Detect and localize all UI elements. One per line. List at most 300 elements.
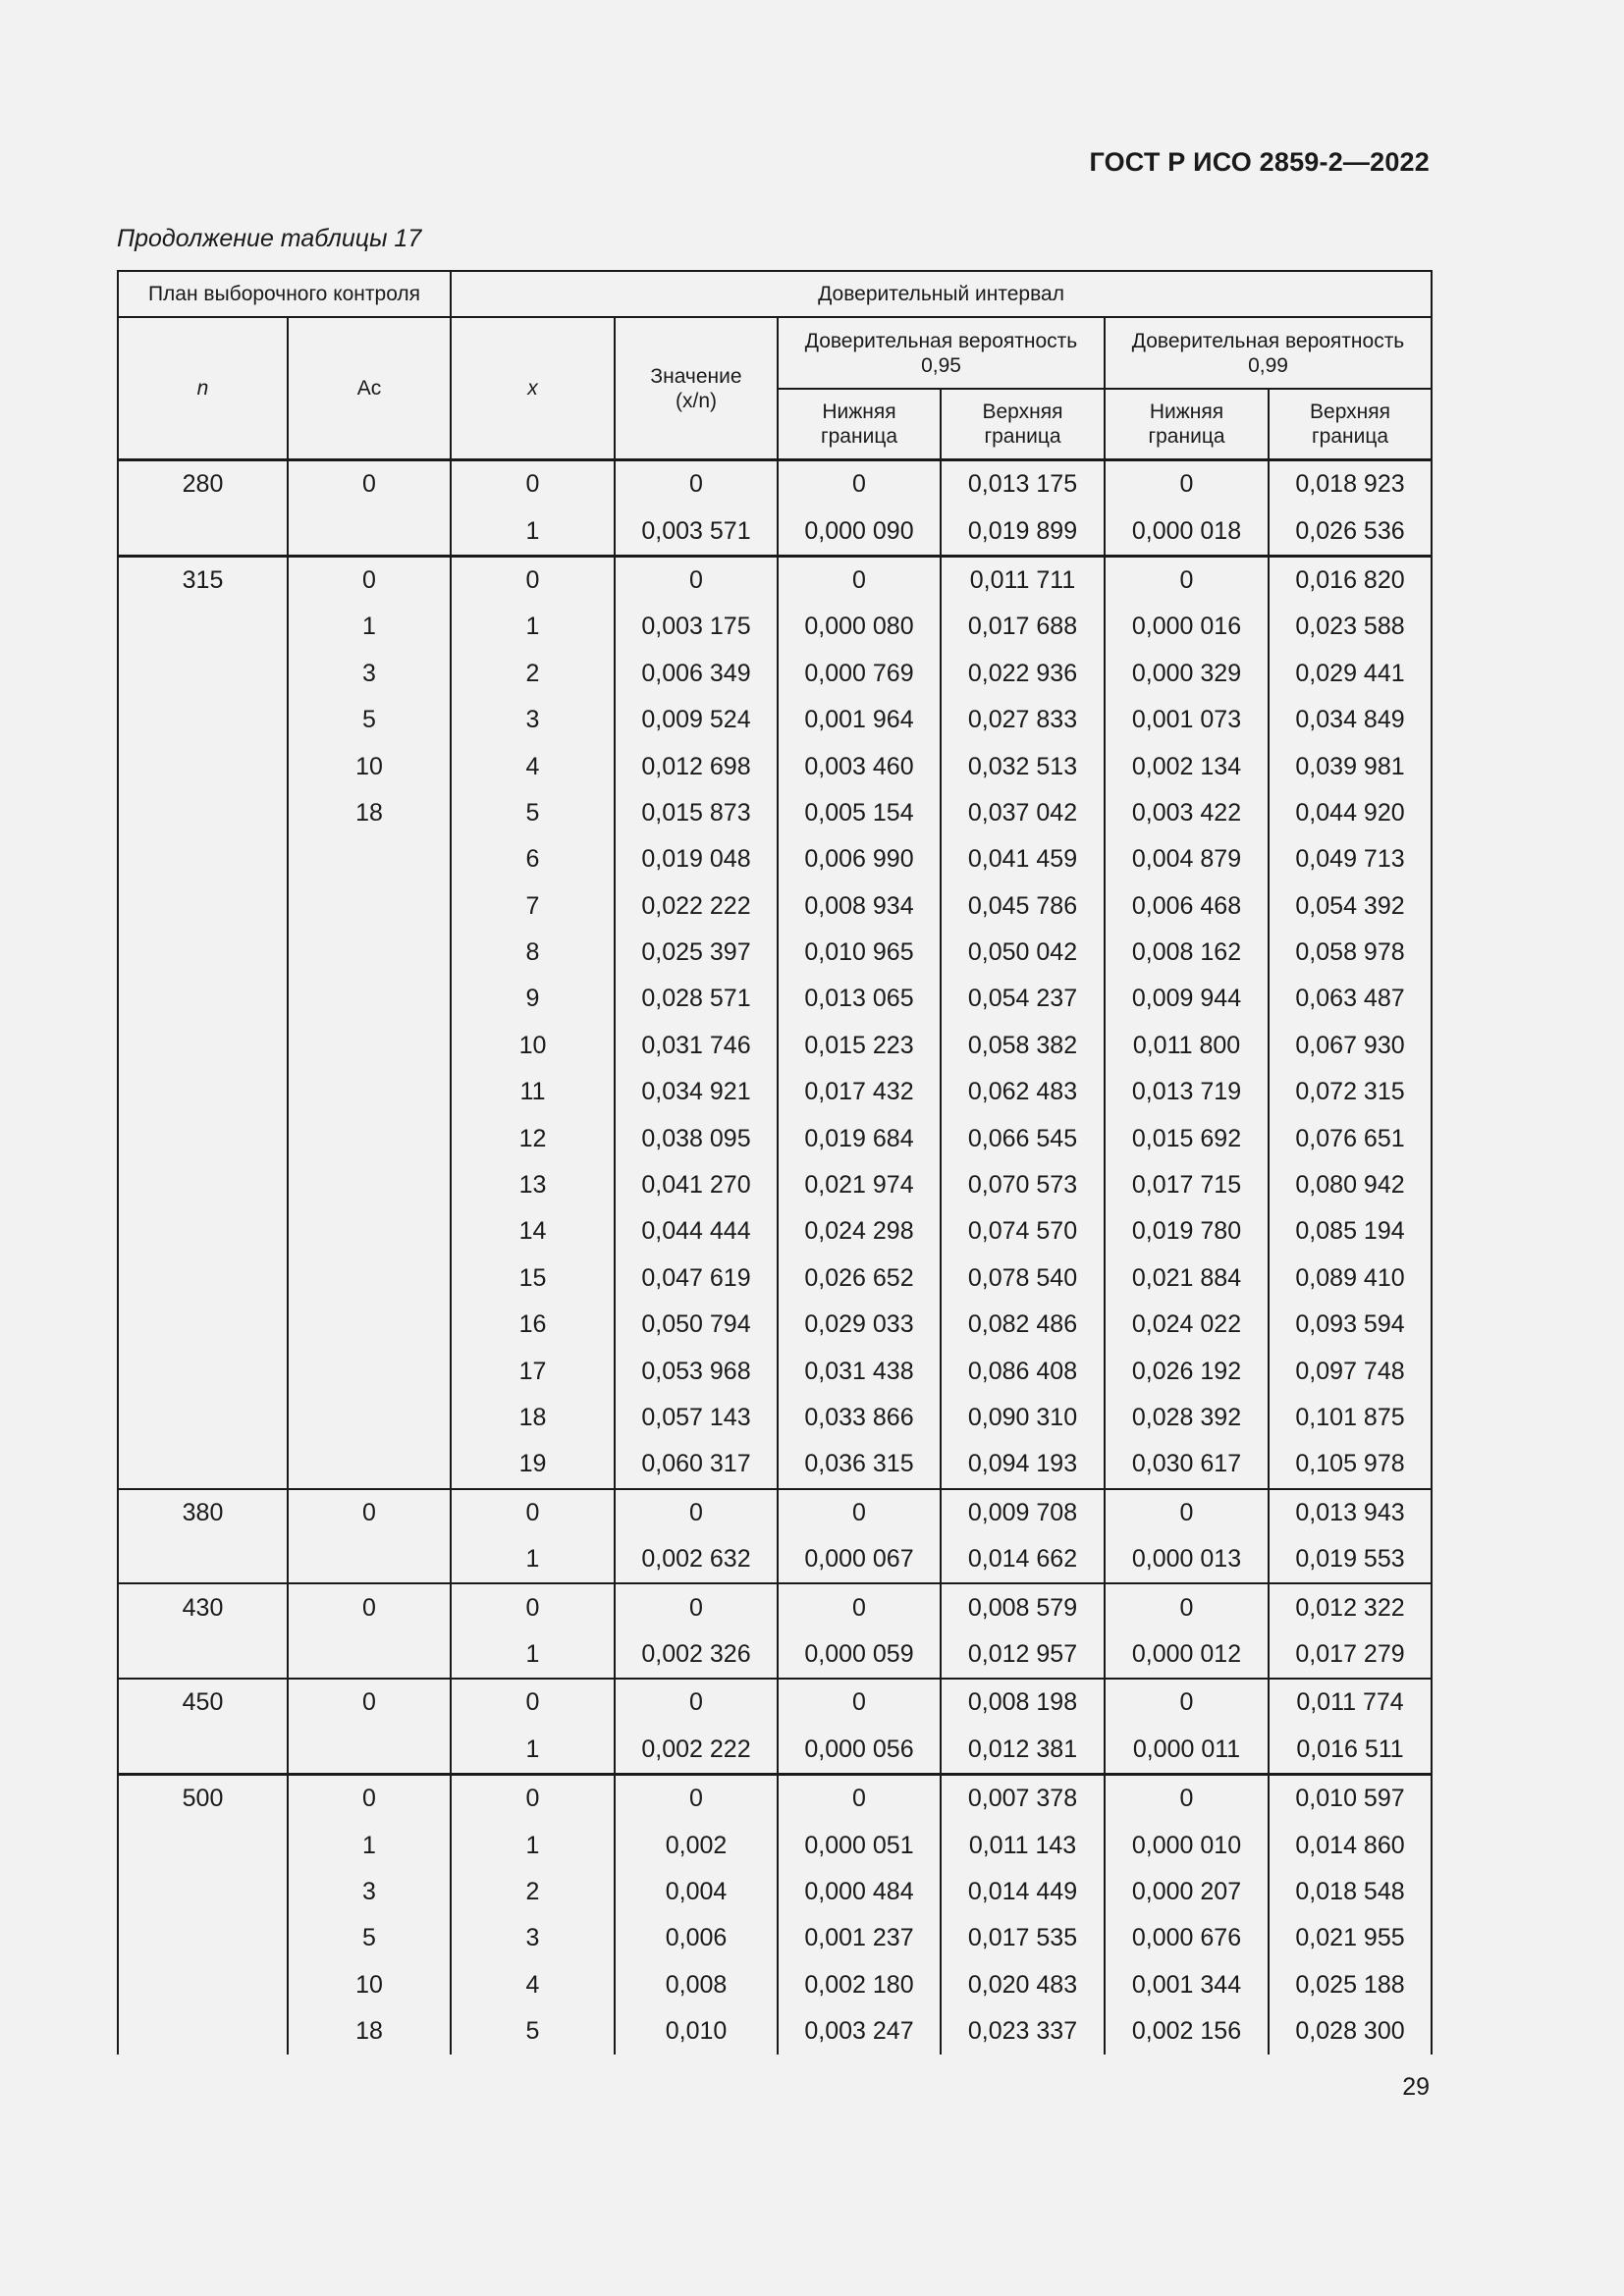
cell-value: 0 <box>615 556 778 604</box>
cell-n <box>118 1023 288 1069</box>
cell-value: 0,008 <box>615 1962 778 2008</box>
cell-x: 13 <box>451 1162 615 1208</box>
cell-n <box>118 1302 288 1348</box>
cell-lower-095: 0,001 237 <box>778 1915 941 1961</box>
cell-x: 14 <box>451 1208 615 1255</box>
cell-upper-095: 0,058 382 <box>941 1023 1105 1069</box>
cell-upper-095: 0,062 483 <box>941 1069 1105 1115</box>
cell-lower-099: 0 <box>1105 1489 1269 1536</box>
cell-upper-099: 0,044 920 <box>1269 790 1432 836</box>
cell-ac <box>288 883 451 930</box>
cell-lower-099: 0,011 800 <box>1105 1023 1269 1069</box>
cell-ac: 18 <box>288 2008 451 2055</box>
cell-value: 0,003 175 <box>615 604 778 650</box>
cell-x: 7 <box>451 883 615 930</box>
cell-x: 0 <box>451 460 615 508</box>
cell-x: 4 <box>451 1962 615 2008</box>
cell-upper-099: 0,011 774 <box>1269 1679 1432 1726</box>
cell-x: 15 <box>451 1255 615 1302</box>
cell-n <box>118 1915 288 1961</box>
cell-lower-095: 0,015 223 <box>778 1023 941 1069</box>
cell-lower-099: 0,008 162 <box>1105 930 1269 976</box>
header-lower-095 <box>778 389 941 460</box>
cell-upper-095: 0,022 936 <box>941 651 1105 697</box>
header-value <box>615 317 778 460</box>
cell-n <box>118 836 288 882</box>
cell-n <box>118 1348 288 1394</box>
cell-value: 0,034 921 <box>615 1069 778 1115</box>
cell-value: 0,002 <box>615 1822 778 1868</box>
cell-lower-099: 0 <box>1105 1774 1269 1822</box>
cell-lower-099: 0,003 422 <box>1105 790 1269 836</box>
cell-upper-095: 0,013 175 <box>941 460 1105 508</box>
header-p99-line1: Доверительная вероятность <box>1131 329 1405 352</box>
cell-upper-099: 0,012 322 <box>1269 1583 1432 1630</box>
cell-ac <box>288 836 451 882</box>
cell-x: 0 <box>451 1774 615 1822</box>
header-value-line2: (x/n) <box>676 389 717 412</box>
cell-value: 0,019 048 <box>615 836 778 882</box>
table-row <box>118 1489 1432 1536</box>
cell-lower-099: 0,002 134 <box>1105 743 1269 789</box>
cell-value: 0 <box>615 1583 778 1630</box>
cell-n <box>118 743 288 789</box>
cell-ac: 0 <box>288 1774 451 1822</box>
cell-upper-095: 0,011 711 <box>941 556 1105 604</box>
cell-lower-099: 0,030 617 <box>1105 1441 1269 1488</box>
cell-value: 0 <box>615 1679 778 1726</box>
cell-upper-099: 0,029 441 <box>1269 651 1432 697</box>
cell-x: 19 <box>451 1441 615 1488</box>
cell-upper-099: 0,039 981 <box>1269 743 1432 789</box>
cell-upper-099: 0,101 875 <box>1269 1395 1432 1441</box>
upper-line2: граница <box>1311 425 1389 448</box>
table-row <box>118 1962 1432 2008</box>
cell-n <box>118 1962 288 2008</box>
cell-n <box>118 1822 288 1868</box>
cell-upper-095: 0,011 143 <box>941 1822 1105 1868</box>
cell-lower-095: 0 <box>778 1489 941 1536</box>
cell-upper-095: 0,037 042 <box>941 790 1105 836</box>
table-row <box>118 697 1432 743</box>
cell-upper-099: 0,049 713 <box>1269 836 1432 882</box>
cell-lower-095: 0,026 652 <box>778 1255 941 1302</box>
cell-value: 0,057 143 <box>615 1395 778 1441</box>
cell-lower-099: 0,001 344 <box>1105 1962 1269 2008</box>
cell-upper-095: 0,074 570 <box>941 1208 1105 1255</box>
cell-lower-095: 0,003 247 <box>778 2008 941 2055</box>
cell-ac: 0 <box>288 1583 451 1630</box>
table-row <box>118 460 1432 508</box>
table-row <box>118 604 1432 650</box>
cell-ac: 10 <box>288 1962 451 2008</box>
cell-x: 6 <box>451 836 615 882</box>
cell-ac <box>288 1631 451 1679</box>
table-row <box>118 1583 1432 1630</box>
cell-x: 18 <box>451 1395 615 1441</box>
cell-ac <box>288 930 451 976</box>
cell-lower-095: 0,031 438 <box>778 1348 941 1394</box>
cell-lower-095: 0 <box>778 556 941 604</box>
cell-ac <box>288 1727 451 1775</box>
cell-upper-095: 0,014 449 <box>941 1869 1105 1915</box>
cell-upper-099: 0,021 955 <box>1269 1915 1432 1961</box>
cell-upper-095: 0,017 688 <box>941 604 1105 650</box>
cell-upper-099: 0,063 487 <box>1269 976 1432 1022</box>
cell-lower-099: 0,001 073 <box>1105 697 1269 743</box>
cell-n <box>118 1115 288 1161</box>
cell-lower-095: 0 <box>778 460 941 508</box>
cell-lower-095: 0,008 934 <box>778 883 941 930</box>
header-ac: Ac <box>288 317 451 460</box>
cell-value: 0,009 524 <box>615 697 778 743</box>
cell-lower-095: 0,000 067 <box>778 1536 941 1583</box>
cell-lower-099: 0 <box>1105 556 1269 604</box>
cell-upper-095: 0,014 662 <box>941 1536 1105 1583</box>
cell-upper-095: 0,078 540 <box>941 1255 1105 1302</box>
cell-lower-095: 0,000 769 <box>778 651 941 697</box>
header-lower-099 <box>1105 389 1269 460</box>
table-row <box>118 1302 1432 1348</box>
cell-n <box>118 697 288 743</box>
table-row <box>118 836 1432 882</box>
cell-value: 0,050 794 <box>615 1302 778 1348</box>
table-row <box>118 1208 1432 1255</box>
cell-upper-099: 0,016 511 <box>1269 1727 1432 1775</box>
cell-n <box>118 604 288 650</box>
cell-lower-099: 0,000 010 <box>1105 1822 1269 1868</box>
cell-n <box>118 1069 288 1115</box>
cell-lower-095: 0 <box>778 1774 941 1822</box>
header-p95-line2: 0,95 <box>921 353 961 377</box>
table-caption: Продолжение таблицы 17 <box>117 225 422 252</box>
cell-lower-095: 0,003 460 <box>778 743 941 789</box>
cell-value: 0,002 222 <box>615 1727 778 1775</box>
cell-n <box>118 883 288 930</box>
cell-ac <box>288 1348 451 1394</box>
cell-x: 11 <box>451 1069 615 1115</box>
cell-x: 4 <box>451 743 615 789</box>
confidence-interval-table <box>117 270 1433 2055</box>
cell-ac: 0 <box>288 1489 451 1536</box>
cell-lower-095: 0,002 180 <box>778 1962 941 2008</box>
cell-lower-099: 0,013 719 <box>1105 1069 1269 1115</box>
cell-value: 0,002 326 <box>615 1631 778 1679</box>
cell-lower-095: 0,036 315 <box>778 1441 941 1488</box>
cell-upper-095: 0,066 545 <box>941 1115 1105 1161</box>
cell-ac <box>288 1302 451 1348</box>
cell-upper-095: 0,007 378 <box>941 1774 1105 1822</box>
cell-ac: 1 <box>288 1822 451 1868</box>
cell-upper-095: 0,019 899 <box>941 507 1105 556</box>
cell-n <box>118 1208 288 1255</box>
cell-upper-099: 0,013 943 <box>1269 1489 1432 1536</box>
cell-value: 0 <box>615 1489 778 1536</box>
cell-n <box>118 1162 288 1208</box>
cell-upper-099: 0,018 548 <box>1269 1869 1432 1915</box>
cell-upper-099: 0,025 188 <box>1269 1962 1432 2008</box>
cell-lower-099: 0,000 676 <box>1105 1915 1269 1961</box>
table-row <box>118 651 1432 697</box>
cell-upper-099: 0,080 942 <box>1269 1162 1432 1208</box>
table-row <box>118 930 1432 976</box>
table-row <box>118 1869 1432 1915</box>
cell-upper-095: 0,027 833 <box>941 697 1105 743</box>
cell-x: 1 <box>451 1822 615 1868</box>
cell-lower-099: 0,006 468 <box>1105 883 1269 930</box>
cell-n <box>118 1631 288 1679</box>
cell-lower-099: 0,000 012 <box>1105 1631 1269 1679</box>
cell-upper-095: 0,009 708 <box>941 1489 1105 1536</box>
table-row <box>118 1727 1432 1775</box>
cell-ac <box>288 1536 451 1583</box>
upper-line2: граница <box>984 425 1061 448</box>
cell-x: 12 <box>451 1115 615 1161</box>
cell-ac: 3 <box>288 1869 451 1915</box>
table-row <box>118 556 1432 604</box>
cell-upper-099: 0,089 410 <box>1269 1255 1432 1302</box>
upper-line1: Верхняя <box>982 400 1063 423</box>
cell-lower-099: 0,017 715 <box>1105 1162 1269 1208</box>
header-p99-line2: 0,99 <box>1248 353 1288 377</box>
cell-n: 380 <box>118 1489 288 1536</box>
header-x: x <box>451 317 615 460</box>
cell-lower-095: 0,000 051 <box>778 1822 941 1868</box>
cell-x: 1 <box>451 1727 615 1775</box>
cell-lower-095: 0,001 964 <box>778 697 941 743</box>
table-row <box>118 1774 1432 1822</box>
table-row <box>118 1255 1432 1302</box>
cell-upper-095: 0,086 408 <box>941 1348 1105 1394</box>
cell-lower-099: 0,000 011 <box>1105 1727 1269 1775</box>
cell-upper-095: 0,020 483 <box>941 1962 1105 2008</box>
table-row <box>118 1822 1432 1868</box>
cell-value: 0,010 <box>615 2008 778 2055</box>
cell-lower-095: 0,033 866 <box>778 1395 941 1441</box>
cell-value: 0,053 968 <box>615 1348 778 1394</box>
table-row <box>118 1679 1432 1726</box>
cell-lower-099: 0,002 156 <box>1105 2008 1269 2055</box>
cell-lower-095: 0,006 990 <box>778 836 941 882</box>
cell-upper-095: 0,070 573 <box>941 1162 1105 1208</box>
cell-lower-095: 0,024 298 <box>778 1208 941 1255</box>
cell-lower-099: 0,004 879 <box>1105 836 1269 882</box>
header-sampling-plan: План выборочного контроля <box>118 271 451 317</box>
cell-lower-095: 0,017 432 <box>778 1069 941 1115</box>
cell-lower-099: 0,000 329 <box>1105 651 1269 697</box>
cell-upper-099: 0,072 315 <box>1269 1069 1432 1115</box>
cell-upper-099: 0,076 651 <box>1269 1115 1432 1161</box>
table-body <box>118 460 1432 2056</box>
cell-ac: 0 <box>288 460 451 508</box>
cell-lower-095: 0,000 080 <box>778 604 941 650</box>
cell-lower-099: 0,028 392 <box>1105 1395 1269 1441</box>
table-row <box>118 1162 1432 1208</box>
cell-x: 16 <box>451 1302 615 1348</box>
table-row <box>118 507 1432 556</box>
cell-upper-099: 0,026 536 <box>1269 507 1432 556</box>
cell-upper-095: 0,082 486 <box>941 1302 1105 1348</box>
cell-n: 280 <box>118 460 288 508</box>
cell-upper-099: 0,067 930 <box>1269 1023 1432 1069</box>
cell-value: 0,044 444 <box>615 1208 778 1255</box>
cell-x: 2 <box>451 1869 615 1915</box>
cell-lower-095: 0,000 059 <box>778 1631 941 1679</box>
cell-x: 2 <box>451 651 615 697</box>
upper-line1: Верхняя <box>1310 400 1391 423</box>
cell-x: 0 <box>451 1679 615 1726</box>
cell-x: 10 <box>451 1023 615 1069</box>
cell-value: 0,002 632 <box>615 1536 778 1583</box>
cell-upper-095: 0,012 957 <box>941 1631 1105 1679</box>
cell-n: 315 <box>118 556 288 604</box>
cell-upper-099: 0,018 923 <box>1269 460 1432 508</box>
cell-n <box>118 1869 288 1915</box>
cell-x: 0 <box>451 1489 615 1536</box>
cell-value: 0,015 873 <box>615 790 778 836</box>
cell-x: 5 <box>451 790 615 836</box>
table-row <box>118 790 1432 836</box>
cell-upper-095: 0,017 535 <box>941 1915 1105 1961</box>
cell-lower-099: 0,000 016 <box>1105 604 1269 650</box>
cell-n: 430 <box>118 1583 288 1630</box>
cell-value: 0,006 <box>615 1915 778 1961</box>
cell-upper-095: 0,041 459 <box>941 836 1105 882</box>
cell-upper-099: 0,105 978 <box>1269 1441 1432 1488</box>
cell-x: 1 <box>451 1631 615 1679</box>
cell-n <box>118 507 288 556</box>
header-probability-099 <box>1105 317 1432 389</box>
cell-upper-095: 0,008 579 <box>941 1583 1105 1630</box>
cell-ac <box>288 1208 451 1255</box>
cell-x: 5 <box>451 2008 615 2055</box>
cell-value: 0,047 619 <box>615 1255 778 1302</box>
header-n: n <box>118 317 288 460</box>
cell-upper-095: 0,045 786 <box>941 883 1105 930</box>
cell-value: 0,060 317 <box>615 1441 778 1488</box>
cell-x: 0 <box>451 1583 615 1630</box>
cell-x: 3 <box>451 697 615 743</box>
table-row <box>118 1915 1432 1961</box>
cell-x: 0 <box>451 556 615 604</box>
table-row <box>118 2008 1432 2055</box>
cell-upper-099: 0,028 300 <box>1269 2008 1432 2055</box>
cell-value: 0,041 270 <box>615 1162 778 1208</box>
cell-upper-095: 0,032 513 <box>941 743 1105 789</box>
cell-ac <box>288 1441 451 1488</box>
cell-upper-099: 0,054 392 <box>1269 883 1432 930</box>
cell-value: 0,038 095 <box>615 1115 778 1161</box>
cell-ac: 10 <box>288 743 451 789</box>
table-header <box>118 271 1432 460</box>
cell-ac <box>288 1115 451 1161</box>
cell-value: 0 <box>615 1774 778 1822</box>
cell-n: 500 <box>118 1774 288 1822</box>
cell-upper-095: 0,090 310 <box>941 1395 1105 1441</box>
cell-upper-099: 0,017 279 <box>1269 1631 1432 1679</box>
cell-upper-099: 0,058 978 <box>1269 930 1432 976</box>
cell-lower-099: 0 <box>1105 1679 1269 1726</box>
cell-n <box>118 1536 288 1583</box>
cell-value: 0,003 571 <box>615 507 778 556</box>
cell-lower-099: 0,000 207 <box>1105 1869 1269 1915</box>
table-row <box>118 1631 1432 1679</box>
cell-lower-099: 0,000 018 <box>1105 507 1269 556</box>
cell-lower-099: 0,026 192 <box>1105 1348 1269 1394</box>
cell-lower-095: 0,000 056 <box>778 1727 941 1775</box>
cell-n <box>118 930 288 976</box>
cell-ac <box>288 507 451 556</box>
cell-x: 1 <box>451 507 615 556</box>
lower-line2: граница <box>1148 425 1225 448</box>
cell-upper-095: 0,094 193 <box>941 1441 1105 1488</box>
cell-n: 450 <box>118 1679 288 1726</box>
table-row <box>118 1115 1432 1161</box>
cell-lower-099: 0,019 780 <box>1105 1208 1269 1255</box>
cell-value: 0,006 349 <box>615 651 778 697</box>
table-row <box>118 883 1432 930</box>
cell-x: 1 <box>451 1536 615 1583</box>
cell-ac: 1 <box>288 604 451 650</box>
cell-ac: 3 <box>288 651 451 697</box>
cell-lower-095: 0,010 965 <box>778 930 941 976</box>
header-confidence-interval: Доверительный интервал <box>451 271 1432 317</box>
cell-n <box>118 1395 288 1441</box>
cell-x: 8 <box>451 930 615 976</box>
cell-ac <box>288 1255 451 1302</box>
table-row <box>118 1441 1432 1488</box>
cell-lower-099: 0 <box>1105 1583 1269 1630</box>
cell-ac: 18 <box>288 790 451 836</box>
cell-x: 3 <box>451 1915 615 1961</box>
cell-lower-095: 0,019 684 <box>778 1115 941 1161</box>
cell-lower-099: 0,024 022 <box>1105 1302 1269 1348</box>
cell-lower-099: 0 <box>1105 460 1269 508</box>
table-row <box>118 1395 1432 1441</box>
cell-ac <box>288 1162 451 1208</box>
table-row <box>118 743 1432 789</box>
cell-upper-095: 0,012 381 <box>941 1727 1105 1775</box>
cell-value: 0,012 698 <box>615 743 778 789</box>
cell-lower-095: 0,021 974 <box>778 1162 941 1208</box>
cell-n <box>118 1441 288 1488</box>
cell-upper-099: 0,097 748 <box>1269 1348 1432 1394</box>
cell-upper-099: 0,016 820 <box>1269 556 1432 604</box>
cell-upper-095: 0,023 337 <box>941 2008 1105 2055</box>
header-upper-095 <box>941 389 1105 460</box>
cell-upper-099: 0,093 594 <box>1269 1302 1432 1348</box>
cell-ac <box>288 976 451 1022</box>
cell-ac: 5 <box>288 697 451 743</box>
cell-value: 0,004 <box>615 1869 778 1915</box>
cell-upper-099: 0,034 849 <box>1269 697 1432 743</box>
cell-lower-095: 0 <box>778 1583 941 1630</box>
cell-n <box>118 790 288 836</box>
cell-x: 1 <box>451 604 615 650</box>
cell-value: 0,025 397 <box>615 930 778 976</box>
cell-value: 0,022 222 <box>615 883 778 930</box>
table-row <box>118 976 1432 1022</box>
cell-value: 0,031 746 <box>615 1023 778 1069</box>
cell-ac: 0 <box>288 556 451 604</box>
cell-upper-099: 0,010 597 <box>1269 1774 1432 1822</box>
cell-upper-099: 0,023 588 <box>1269 604 1432 650</box>
cell-upper-099: 0,019 553 <box>1269 1536 1432 1583</box>
lower-line2: граница <box>820 425 898 448</box>
cell-lower-099: 0,015 692 <box>1105 1115 1269 1161</box>
header-upper-099 <box>1269 389 1432 460</box>
cell-ac <box>288 1069 451 1115</box>
